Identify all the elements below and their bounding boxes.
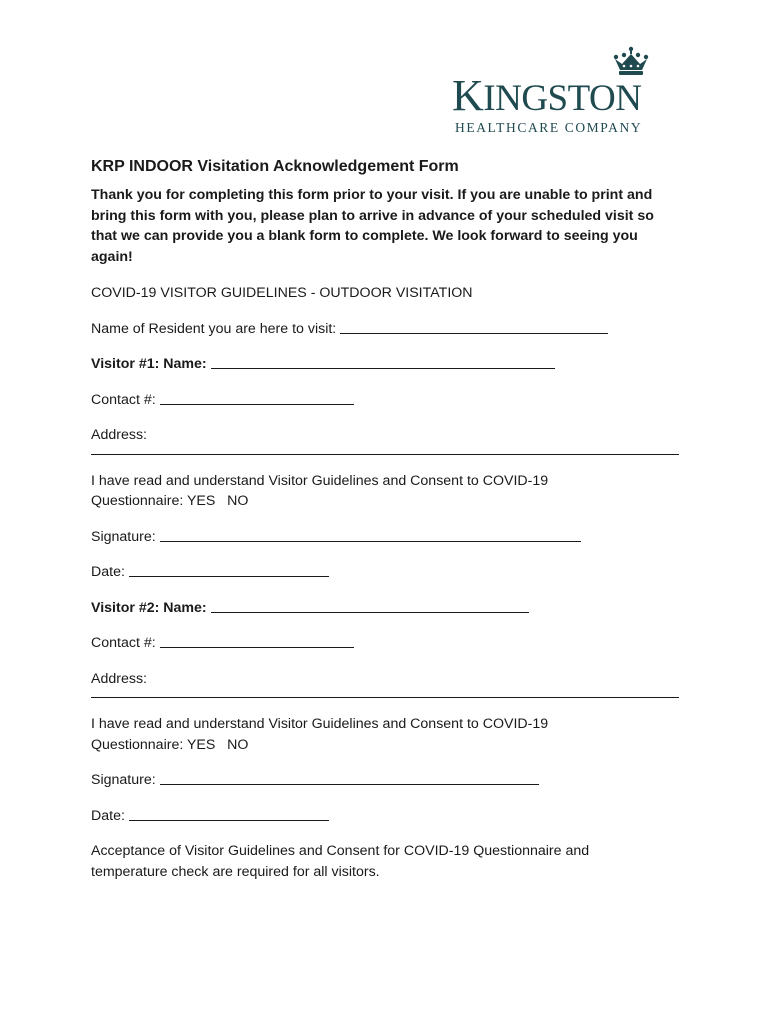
- visitor1-date-row: [91, 562, 691, 583]
- visitor2-name-row: [91, 598, 691, 619]
- visitor2-address-field[interactable]: [91, 689, 679, 698]
- visitor2-consent-line2: Questionnaire: YES NO: [91, 736, 249, 753]
- brand-tagline: HEALTHCARE COMPANY: [455, 120, 643, 135]
- visitor2-signature-row: [91, 770, 691, 791]
- resident-name-label: Name of Resident you are here to visit:: [91, 320, 337, 337]
- visitor2-name-field[interactable]: [211, 598, 529, 613]
- resident-name-field[interactable]: [340, 319, 608, 334]
- visitor2-contact-label: Contact #:: [91, 635, 156, 651]
- footer-note: Acceptance of Visitor Guidelines and Consent for COVID-19 Questionnaire and temperature check are required for all visitors.: [91, 843, 590, 880]
- visitor1-date-label: Date:: [91, 564, 125, 580]
- visitor1-signature-label: Signature:: [91, 528, 156, 545]
- visitor2-contact-field[interactable]: [160, 633, 354, 648]
- visitor2-name-label: Visitor #2: Name:: [91, 599, 207, 616]
- visitor2-consent-line1: I have read and understand Visitor Guidelines and Consent to COVID-19: [91, 716, 549, 732]
- visitor1-name-label: Visitor #1: Name:: [91, 356, 207, 372]
- section-heading: COVID-19 VISITOR GUIDELINES - OUTDOOR VISITATION: [91, 285, 473, 301]
- visitor2-date-field[interactable]: [129, 806, 329, 821]
- crown-icon: [612, 46, 650, 76]
- visitor1-date-field[interactable]: [129, 562, 329, 577]
- visitor1-consent-line1: I have read and understand Visitor Guidelines and Consent to COVID-19: [91, 472, 549, 489]
- visitor1-contact-row: [91, 390, 691, 411]
- form-body: [91, 156, 691, 882]
- visitor1-address-field[interactable]: [91, 446, 679, 455]
- visitor2-signature-label: Signature:: [91, 772, 156, 788]
- visitor1-signature-row: [91, 527, 691, 548]
- visitor1-address-label: Address:: [91, 427, 147, 443]
- visitor2-address-label: Address:: [91, 670, 147, 687]
- visitor2-signature-field[interactable]: [160, 770, 539, 785]
- form-intro: Thank you for completing this form prior to your visit. If you are unable to print and bring this form with you, please plan to arrive in advance of your scheduled visit so that we can provide you a blank form to complete. We look forward to seeing you again!: [91, 187, 654, 265]
- resident-name-row: [91, 319, 691, 340]
- visitor1-name-row: [91, 354, 691, 375]
- visitor2-date-label: Date:: [91, 807, 125, 824]
- visitor1-name-field[interactable]: [211, 354, 555, 369]
- brand-name: KINGSTON: [452, 71, 642, 120]
- visitor1-contact-field[interactable]: [160, 390, 354, 405]
- visitor1-consent-line2: Questionnaire: YES NO: [91, 493, 249, 509]
- visitor1-signature-field[interactable]: [160, 527, 581, 542]
- kingston-logo: [452, 46, 678, 136]
- visitor2-date-row: [91, 806, 691, 827]
- form-title: KRP INDOOR Visitation Acknowledgement Form: [91, 158, 459, 175]
- visitor1-contact-label: Contact #:: [91, 391, 156, 408]
- visitor2-contact-row: [91, 633, 691, 654]
